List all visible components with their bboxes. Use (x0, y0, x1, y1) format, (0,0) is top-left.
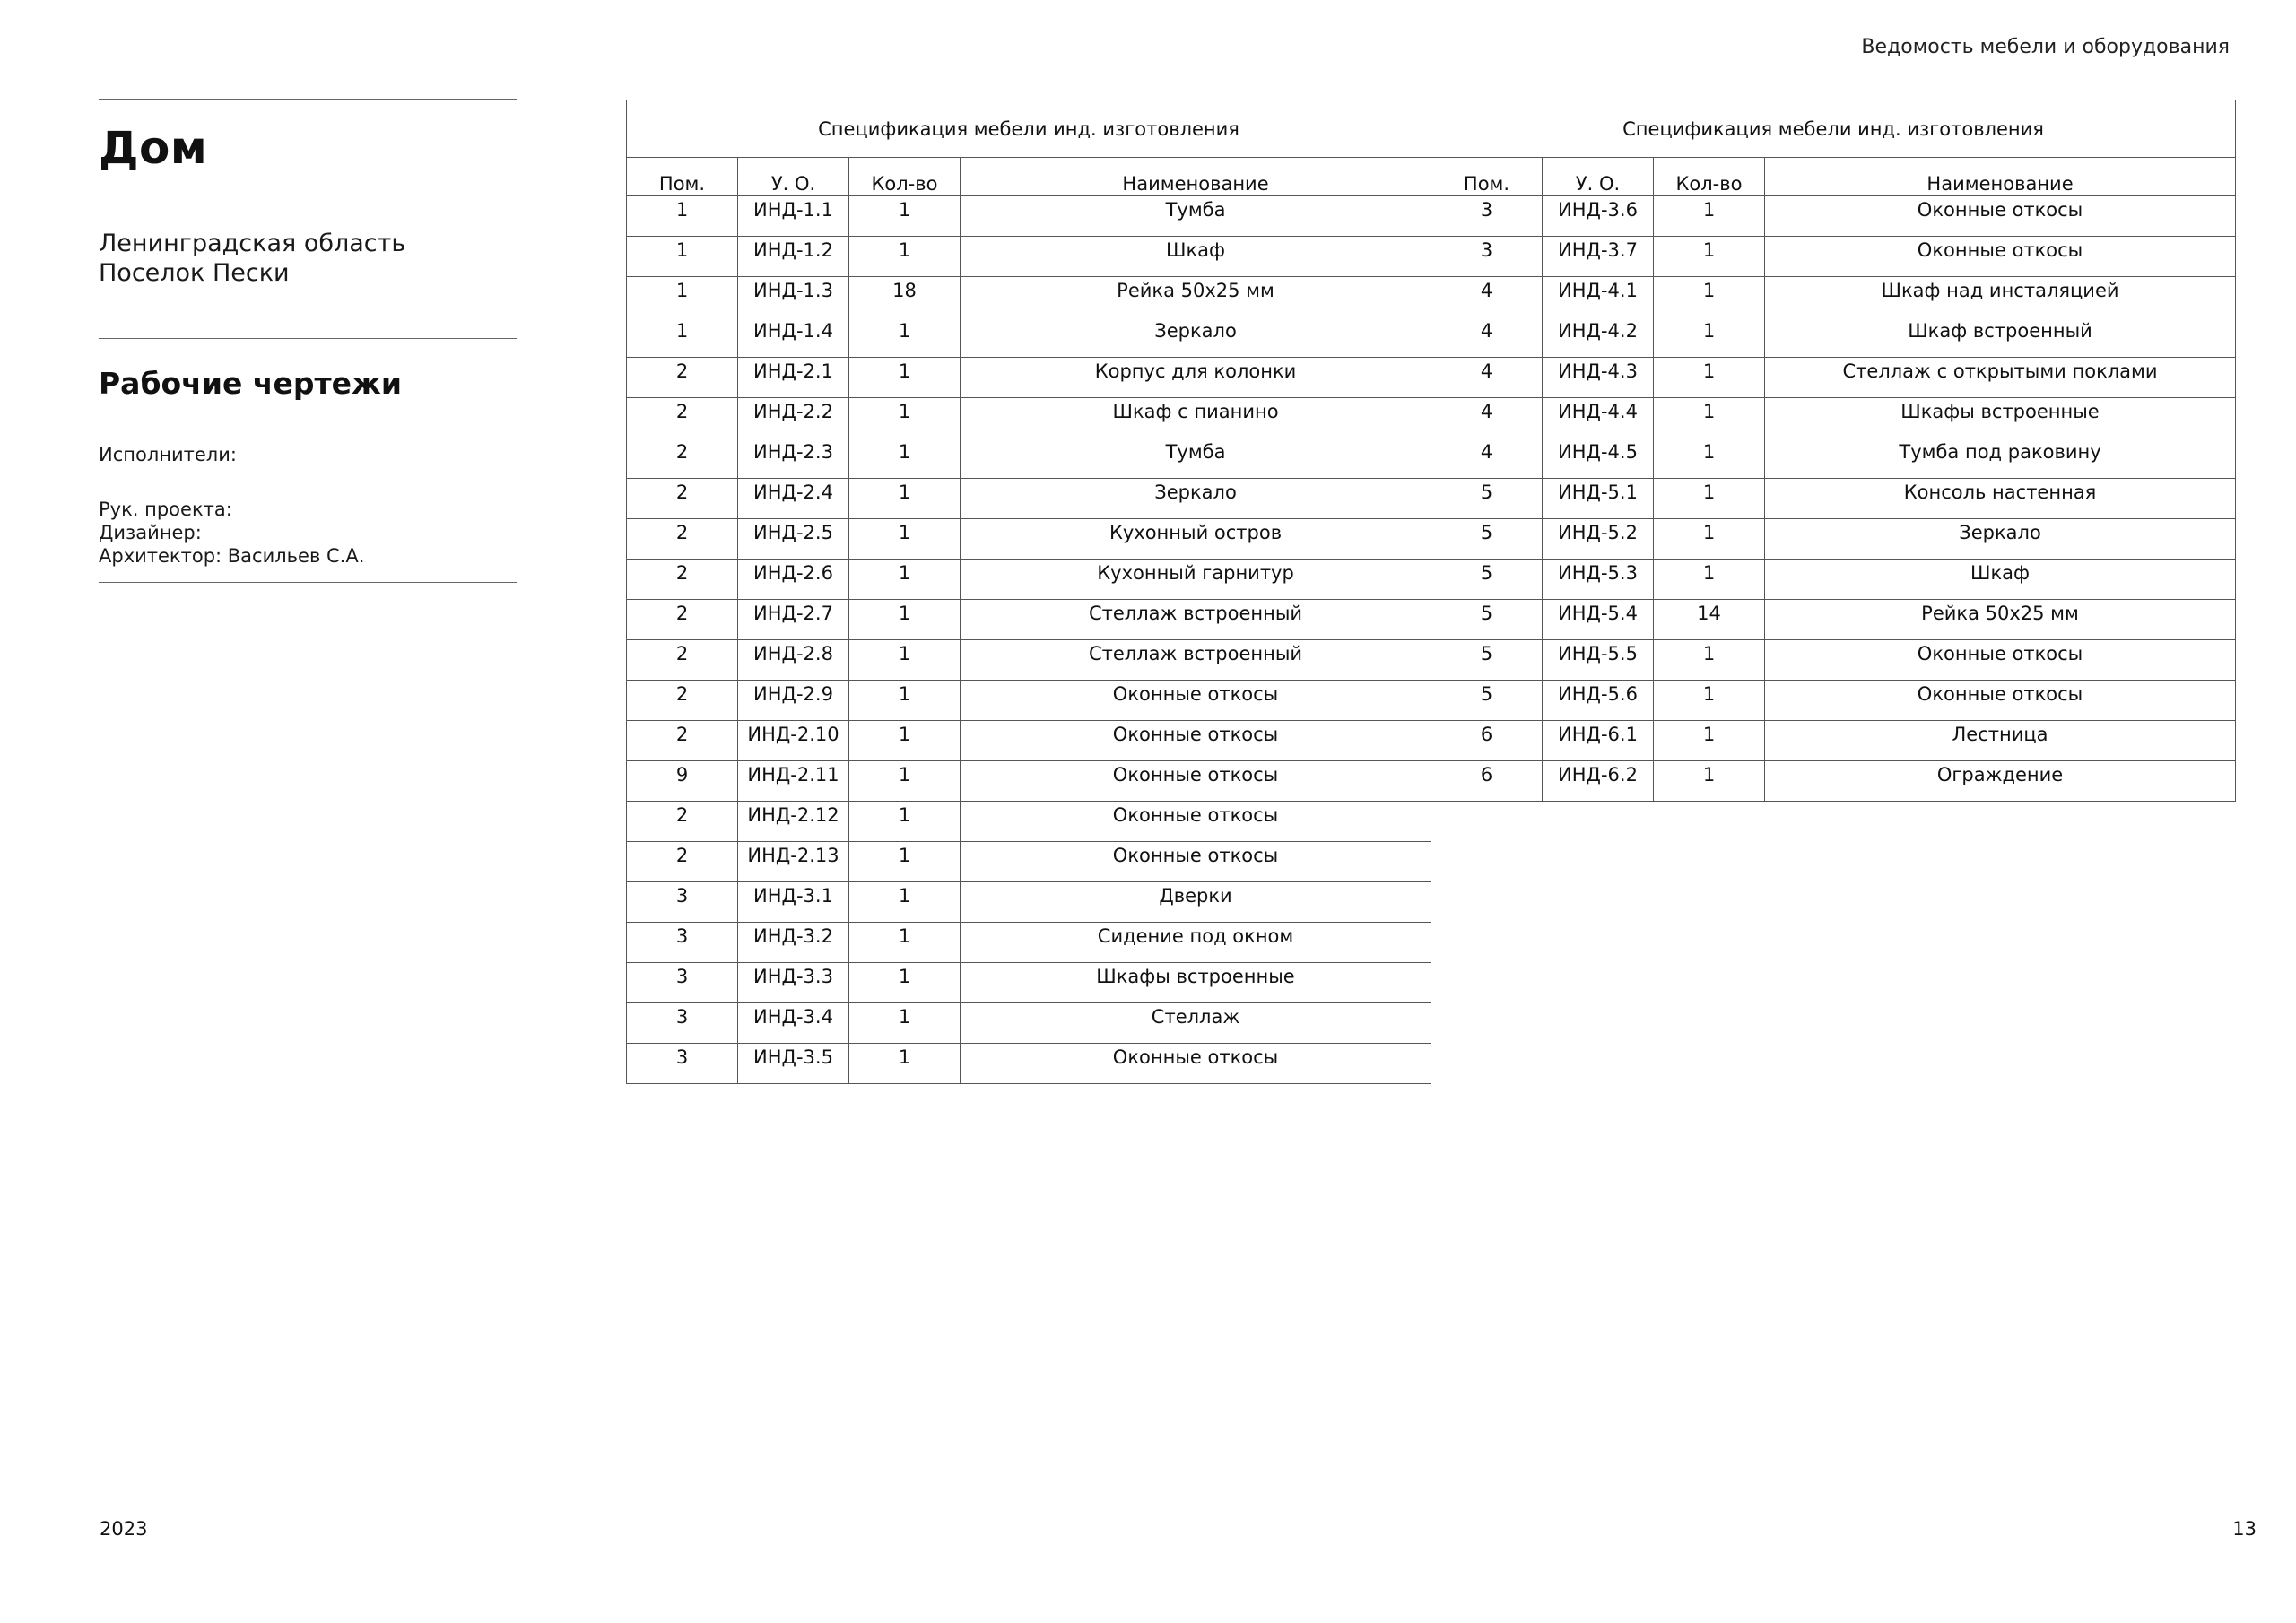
divider (99, 338, 517, 339)
cell-name: Оконные откосы (961, 802, 1431, 842)
cell-quantity: 1 (1654, 277, 1765, 317)
cell-code: ИНД-2.11 (738, 761, 849, 802)
cell-name: Дверки (961, 882, 1431, 923)
cell-quantity: 1 (849, 519, 961, 560)
cell-quantity: 1 (849, 358, 961, 398)
column-header-name: Наименование (961, 158, 1431, 196)
project-settlement: Поселок Пески (99, 258, 290, 287)
cell-quantity: 1 (1654, 479, 1765, 519)
cell-room: 3 (627, 1044, 738, 1084)
architect: Архитектор: Васильев С.А. (99, 545, 365, 568)
table-row (627, 438, 1431, 479)
cell-code: ИНД-4.3 (1543, 358, 1654, 398)
cell-name: Зеркало (961, 479, 1431, 519)
cell-name: Оконные откосы (1765, 237, 2236, 277)
cell-name: Кухонный гарнитур (961, 560, 1431, 600)
table-row (627, 600, 1431, 640)
project-location (99, 229, 517, 288)
cell-name: Ограждение (1765, 761, 2236, 802)
column-header-code: У. О. (738, 158, 849, 196)
cell-quantity: 1 (849, 1003, 961, 1044)
table-row (627, 1003, 1431, 1044)
cell-name: Консоль настенная (1765, 479, 2236, 519)
table-row (627, 479, 1431, 519)
cell-code: ИНД-4.4 (1543, 398, 1654, 438)
cell-name: Лестница (1765, 721, 2236, 761)
cell-name: Сидение под окном (961, 923, 1431, 963)
designer: Дизайнер: (99, 522, 202, 544)
page-number: 13 (2232, 1518, 2257, 1540)
cell-name: Шкаф над инсталяцией (1765, 277, 2236, 317)
table-row (627, 358, 1431, 398)
cell-quantity: 1 (1654, 761, 1765, 802)
cell-code: ИНД-5.5 (1543, 640, 1654, 681)
table-row (627, 196, 1431, 237)
divider (99, 582, 517, 583)
section-title: Рабочие чертежи (99, 365, 402, 401)
cell-room: 3 (627, 882, 738, 923)
table-row (1431, 519, 2236, 560)
table-row (627, 963, 1431, 1003)
table-row (1431, 640, 2236, 681)
cell-name: Корпус для колонки (961, 358, 1431, 398)
cell-room: 2 (627, 358, 738, 398)
table-row (1431, 438, 2236, 479)
divider (99, 99, 517, 100)
table-caption: Спецификация мебели инд. изготовления (627, 100, 1431, 158)
cell-room: 3 (627, 1003, 738, 1044)
cell-name: Тумба под раковину (1765, 438, 2236, 479)
column-header-room: Пом. (1431, 158, 1543, 196)
table-row (627, 882, 1431, 923)
spec-table-left (626, 100, 1431, 1084)
cell-code: ИНД-5.6 (1543, 681, 1654, 721)
cell-quantity: 1 (849, 802, 961, 842)
cell-name: Шкаф с пианино (961, 398, 1431, 438)
cell-code: ИНД-1.3 (738, 277, 849, 317)
cell-room: 5 (1431, 519, 1543, 560)
table-row (1431, 317, 2236, 358)
cell-code: ИНД-3.1 (738, 882, 849, 923)
cell-quantity: 1 (849, 640, 961, 681)
cell-quantity: 1 (849, 923, 961, 963)
cell-code: ИНД-5.2 (1543, 519, 1654, 560)
cell-quantity: 1 (849, 600, 961, 640)
cell-code: ИНД-2.4 (738, 479, 849, 519)
table-row (627, 277, 1431, 317)
cell-code: ИНД-2.5 (738, 519, 849, 560)
cell-quantity: 1 (849, 398, 961, 438)
cell-room: 3 (1431, 196, 1543, 237)
cell-room: 4 (1431, 358, 1543, 398)
cell-name: Кухонный остров (961, 519, 1431, 560)
cell-quantity: 1 (849, 882, 961, 923)
cell-code: ИНД-4.1 (1543, 277, 1654, 317)
cell-code: ИНД-3.5 (738, 1044, 849, 1084)
column-header-quantity: Кол-во (849, 158, 961, 196)
cell-name: Оконные откосы (1765, 640, 2236, 681)
column-header-name: Наименование (1765, 158, 2236, 196)
cell-name: Рейка 50х25 мм (1765, 600, 2236, 640)
cell-code: ИНД-2.13 (738, 842, 849, 882)
cell-quantity: 1 (849, 842, 961, 882)
table-row (1431, 358, 2236, 398)
cell-room: 4 (1431, 438, 1543, 479)
cell-name: Оконные откосы (1765, 681, 2236, 721)
cell-code: ИНД-1.1 (738, 196, 849, 237)
table-row (627, 560, 1431, 600)
cell-name: Стеллаж встроенный (961, 640, 1431, 681)
cell-quantity: 1 (849, 479, 961, 519)
cell-room: 6 (1431, 721, 1543, 761)
cell-room: 2 (627, 519, 738, 560)
cell-name: Стеллаж с открытыми поклами (1765, 358, 2236, 398)
cell-name: Оконные откосы (1765, 196, 2236, 237)
project-lead: Рук. проекта: (99, 499, 232, 521)
cell-room: 4 (1431, 398, 1543, 438)
table-row (1431, 277, 2236, 317)
team-list (99, 498, 517, 568)
cell-code: ИНД-2.1 (738, 358, 849, 398)
cell-code: ИНД-2.10 (738, 721, 849, 761)
cell-code: ИНД-2.9 (738, 681, 849, 721)
table-row (627, 842, 1431, 882)
cell-code: ИНД-6.1 (1543, 721, 1654, 761)
table-caption: Спецификация мебели инд. изготовления (1431, 100, 2236, 158)
cell-name: Шкаф (1765, 560, 2236, 600)
cell-room: 2 (627, 600, 738, 640)
cell-quantity: 1 (849, 237, 961, 277)
cell-name: Рейка 50х25 мм (961, 277, 1431, 317)
cell-quantity: 1 (1654, 438, 1765, 479)
cell-room: 5 (1431, 681, 1543, 721)
cell-quantity: 1 (1654, 317, 1765, 358)
cell-name: Зеркало (1765, 519, 2236, 560)
cell-quantity: 1 (1654, 640, 1765, 681)
cell-room: 9 (627, 761, 738, 802)
cell-code: ИНД-3.3 (738, 963, 849, 1003)
cell-name: Оконные откосы (961, 842, 1431, 882)
cell-name: Шкаф (961, 237, 1431, 277)
cell-code: ИНД-4.5 (1543, 438, 1654, 479)
cell-quantity: 1 (1654, 721, 1765, 761)
cell-name: Тумба (961, 196, 1431, 237)
table-row (627, 398, 1431, 438)
table-row (627, 317, 1431, 358)
cell-code: ИНД-5.1 (1543, 479, 1654, 519)
table-row (1431, 761, 2236, 802)
cell-code: ИНД-3.6 (1543, 196, 1654, 237)
cell-quantity: 1 (849, 560, 961, 600)
table-row (627, 1044, 1431, 1084)
cell-quantity: 1 (849, 681, 961, 721)
cell-quantity: 1 (849, 963, 961, 1003)
cell-room: 1 (627, 317, 738, 358)
cell-code: ИНД-1.4 (738, 317, 849, 358)
cell-room: 4 (1431, 277, 1543, 317)
cell-code: ИНД-2.7 (738, 600, 849, 640)
cell-room: 3 (627, 963, 738, 1003)
cell-quantity: 1 (849, 1044, 961, 1084)
cell-quantity: 1 (849, 317, 961, 358)
cell-code: ИНД-2.3 (738, 438, 849, 479)
table-row (1431, 560, 2236, 600)
cell-name: Оконные откосы (961, 681, 1431, 721)
project-region: Ленинградская область (99, 229, 406, 257)
cell-code: ИНД-3.7 (1543, 237, 1654, 277)
cell-room: 3 (1431, 237, 1543, 277)
cell-room: 1 (627, 196, 738, 237)
project-name: Дом (99, 122, 208, 174)
cell-name: Шкафы встроенные (1765, 398, 2236, 438)
cell-name: Шкафы встроенные (961, 963, 1431, 1003)
cell-room: 5 (1431, 479, 1543, 519)
cell-name: Оконные откосы (961, 761, 1431, 802)
cell-quantity: 1 (849, 196, 961, 237)
cell-room: 2 (627, 842, 738, 882)
table-row (627, 721, 1431, 761)
cell-quantity: 18 (849, 277, 961, 317)
cell-room: 1 (627, 237, 738, 277)
spec-table-right (1431, 100, 2236, 802)
table-row (627, 519, 1431, 560)
cell-quantity: 1 (1654, 237, 1765, 277)
cell-quantity: 1 (1654, 398, 1765, 438)
cell-code: ИНД-5.4 (1543, 600, 1654, 640)
team-label: Исполнители: (99, 444, 237, 466)
cell-quantity: 1 (849, 761, 961, 802)
table-row (1431, 196, 2236, 237)
cell-code: ИНД-3.4 (738, 1003, 849, 1044)
cell-room: 1 (627, 277, 738, 317)
column-header-code: У. О. (1543, 158, 1654, 196)
table-row (1431, 237, 2236, 277)
table-row (1431, 681, 2236, 721)
cell-room: 2 (627, 640, 738, 681)
table-row (627, 681, 1431, 721)
cell-quantity: 14 (1654, 600, 1765, 640)
cell-room: 5 (1431, 600, 1543, 640)
cell-name: Шкаф встроенный (1765, 317, 2236, 358)
cell-quantity: 1 (1654, 358, 1765, 398)
table-row (627, 923, 1431, 963)
cell-quantity: 1 (1654, 196, 1765, 237)
cell-quantity: 1 (1654, 519, 1765, 560)
cell-room: 5 (1431, 560, 1543, 600)
cell-quantity: 1 (849, 721, 961, 761)
cell-room: 2 (627, 438, 738, 479)
title-block (99, 99, 517, 583)
cell-name: Стеллаж встроенный (961, 600, 1431, 640)
column-header-quantity: Кол-во (1654, 158, 1765, 196)
table-row (627, 761, 1431, 802)
cell-name: Зеркало (961, 317, 1431, 358)
cell-room: 2 (627, 721, 738, 761)
cell-quantity: 1 (1654, 560, 1765, 600)
table-row (627, 802, 1431, 842)
cell-name: Стеллаж (961, 1003, 1431, 1044)
cell-code: ИНД-1.2 (738, 237, 849, 277)
cell-quantity: 1 (1654, 681, 1765, 721)
cell-code: ИНД-2.6 (738, 560, 849, 600)
document-title: Ведомость мебели и оборудования (1861, 36, 2230, 58)
table-row (1431, 721, 2236, 761)
cell-code: ИНД-3.2 (738, 923, 849, 963)
table-row (627, 640, 1431, 681)
table-row (627, 237, 1431, 277)
cell-code: ИНД-2.12 (738, 802, 849, 842)
cell-room: 2 (627, 479, 738, 519)
cell-name: Оконные откосы (961, 1044, 1431, 1084)
cell-code: ИНД-5.3 (1543, 560, 1654, 600)
cell-room: 2 (627, 681, 738, 721)
cell-room: 6 (1431, 761, 1543, 802)
cell-name: Тумба (961, 438, 1431, 479)
table-row (1431, 398, 2236, 438)
cell-room: 3 (627, 923, 738, 963)
cell-code: ИНД-6.2 (1543, 761, 1654, 802)
cell-room: 2 (627, 802, 738, 842)
cell-name: Оконные откосы (961, 721, 1431, 761)
cell-room: 2 (627, 560, 738, 600)
column-header-room: Пом. (627, 158, 738, 196)
footer-year: 2023 (100, 1518, 148, 1540)
cell-code: ИНД-2.2 (738, 398, 849, 438)
cell-quantity: 1 (849, 438, 961, 479)
cell-code: ИНД-2.8 (738, 640, 849, 681)
cell-room: 4 (1431, 317, 1543, 358)
cell-code: ИНД-4.2 (1543, 317, 1654, 358)
cell-room: 2 (627, 398, 738, 438)
cell-room: 5 (1431, 640, 1543, 681)
table-row (1431, 479, 2236, 519)
table-row (1431, 600, 2236, 640)
